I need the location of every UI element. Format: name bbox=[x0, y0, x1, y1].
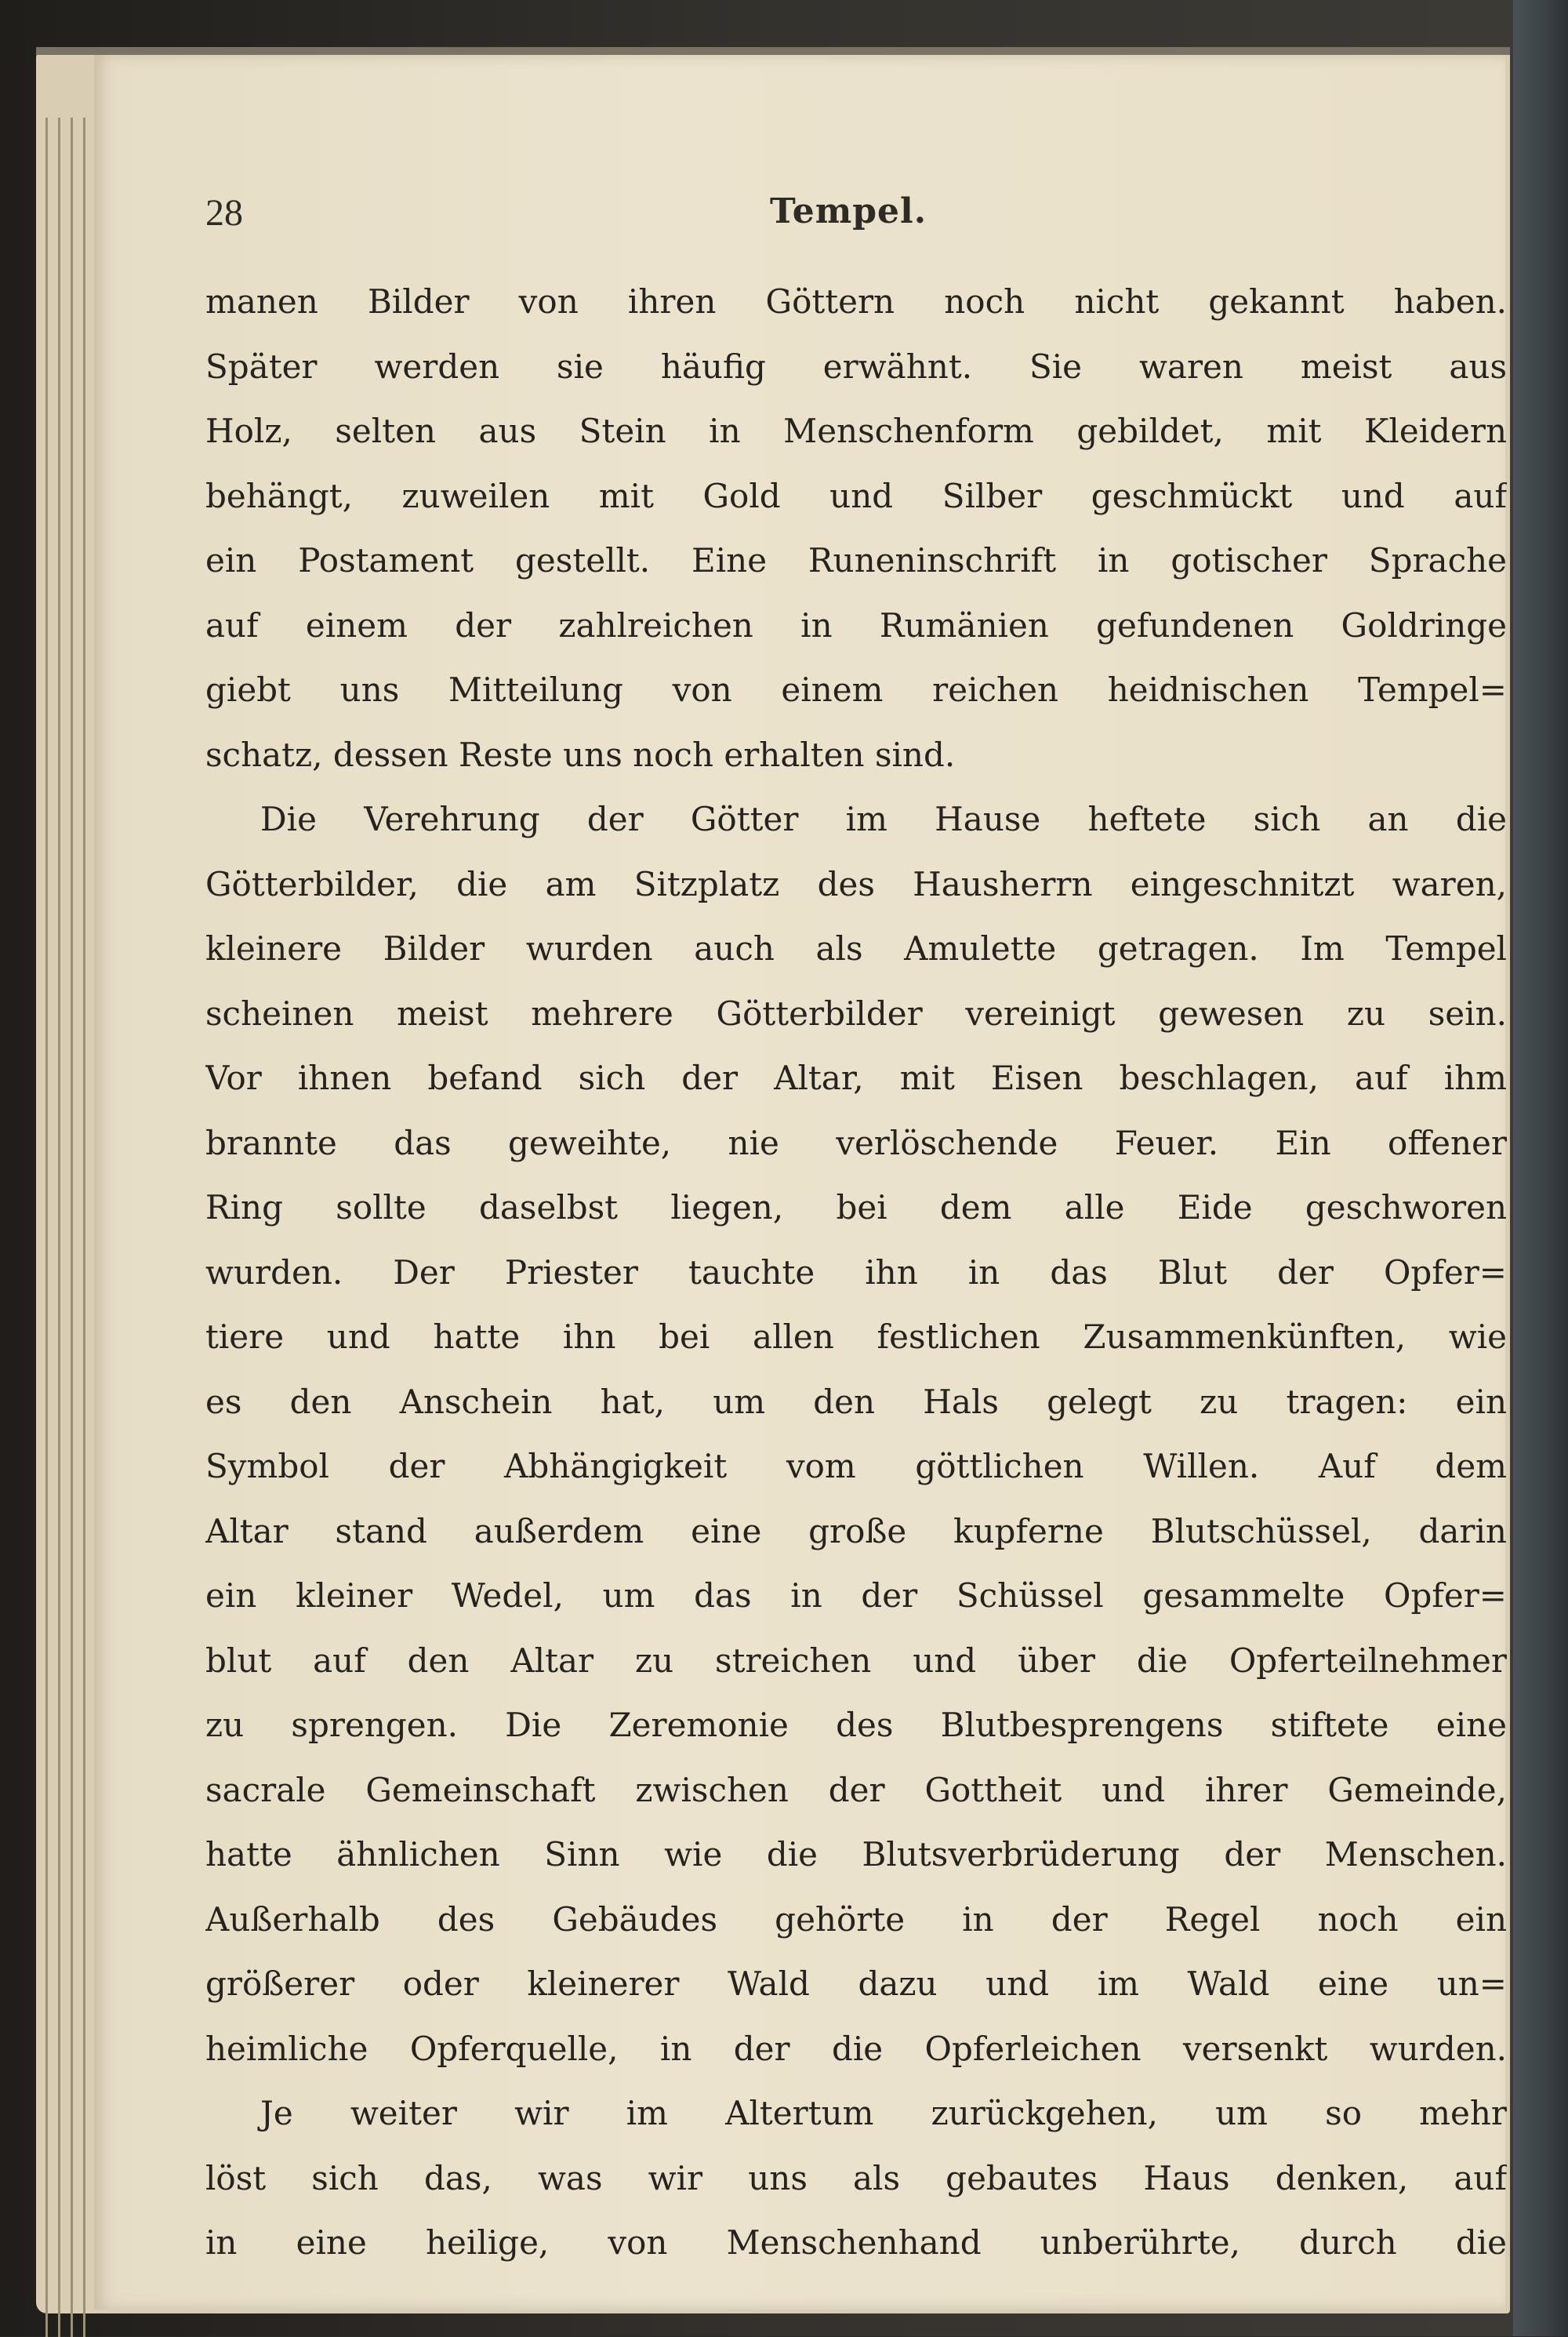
text-line: behängt, zuweilen mit Gold und Silber geschmückt und auf bbox=[205, 476, 1507, 515]
text-line: Später werden sie häufig erwähnt. Sie waren meist aus bbox=[205, 347, 1507, 386]
text-line: kleinere Bilder wurden auch als Amulette getragen. Im Tempel bbox=[205, 929, 1507, 968]
text-line: ein Postament gestellt. Eine Runeninschrift in gotischer Sprache bbox=[205, 541, 1507, 580]
text-line: größerer oder kleinerer Wald dazu und im Wald eine un= bbox=[205, 1964, 1507, 2003]
text-line: in eine heilige, von Menschenhand unberührte, durch die bbox=[205, 2223, 1507, 2262]
text-line: Je weiter wir im Altertum zurückgehen, um so mehr bbox=[260, 2094, 1507, 2132]
text-line: heimliche Opferquelle, in der die Opferleichen versenkt wurden. bbox=[205, 2029, 1507, 2068]
page-number: 28 bbox=[205, 192, 243, 234]
text-line: zu sprengen. Die Zeremonie des Blutbesprengens stiftete eine bbox=[205, 1706, 1507, 1744]
text-line: Vor ihnen befand sich der Altar, mit Eisen beschlagen, auf ihm bbox=[205, 1059, 1507, 1097]
text-line: schatz, dessen Reste uns noch erhalten sind. bbox=[205, 735, 956, 774]
text-line: manen Bilder von ihren Göttern noch nicht gekannt haben. bbox=[205, 282, 1507, 321]
text-line: hatte ähnlichen Sinn wie die Blutsverbrüderung der Menschen. bbox=[205, 1835, 1507, 1874]
text-line: ein kleiner Wedel, um das in der Schüssel gesammelte Opfer= bbox=[205, 1576, 1507, 1615]
running-head bbox=[205, 191, 1374, 254]
text-line: löst sich das, was wir uns als gebautes Haus denken, auf bbox=[205, 2158, 1507, 2197]
text-line: Götterbilder, die am Sitzplatz des Hausherrn eingeschnitzt waren, bbox=[205, 864, 1507, 903]
text-line: brannte das geweihte, nie verlöschende Feuer. Ein offener bbox=[205, 1123, 1507, 1162]
page-edge-line bbox=[71, 118, 73, 2337]
text-line: wurden. Der Priester tauchte ihn in das Blut der Opfer= bbox=[205, 1252, 1507, 1292]
text-line: auf einem der zahlreichen in Rumänien gefundenen Goldringe bbox=[205, 605, 1507, 645]
text-line: Holz, selten aus Stein in Menschenform gebildet, mit Kleidern bbox=[205, 412, 1507, 450]
text-line: Altar stand außerdem eine große kupferne Blutschüssel, darin bbox=[205, 1511, 1507, 1550]
text-line: Außerhalb des Gebäudes gehörte in der Regel noch ein bbox=[205, 1899, 1507, 1939]
text-line: blut auf den Altar zu streichen und über die Opferteilnehmer bbox=[205, 1641, 1507, 1680]
page-edge-line bbox=[58, 118, 60, 2337]
text-line: scheinen meist mehrere Götterbilder vereinigt gewesen zu sein. bbox=[205, 994, 1507, 1033]
text-line: sacrale Gemeinschaft zwischen der Gottheit und ihrer Gemeinde, bbox=[205, 1770, 1507, 1809]
book-spine bbox=[1513, 0, 1568, 2336]
page-edge-line bbox=[83, 118, 85, 2337]
text-line: es den Anschein hat, um den Hals gelegt zu tragen: ein bbox=[205, 1382, 1507, 1421]
text-line: Die Verehrung der Götter im Hause heftete sich an die bbox=[260, 800, 1507, 838]
text-line: giebt uns Mitteilung von einem reichen heidnischen Tempel= bbox=[205, 671, 1507, 709]
text-line: Ring sollte daselbst liegen, bei dem alle Eide geschworen bbox=[205, 1188, 1507, 1227]
page-edge-line bbox=[45, 118, 48, 2337]
running-title: Tempel. bbox=[770, 191, 927, 231]
page-top-border bbox=[36, 47, 1510, 55]
text-line: tiere und hatte ihn bei allen festlichen Zusammenkünften, wie bbox=[205, 1318, 1507, 1356]
text-line: Symbol der Abhängigkeit vom göttlichen Willen. Auf dem bbox=[205, 1447, 1507, 1485]
body-text bbox=[205, 270, 1507, 2276]
